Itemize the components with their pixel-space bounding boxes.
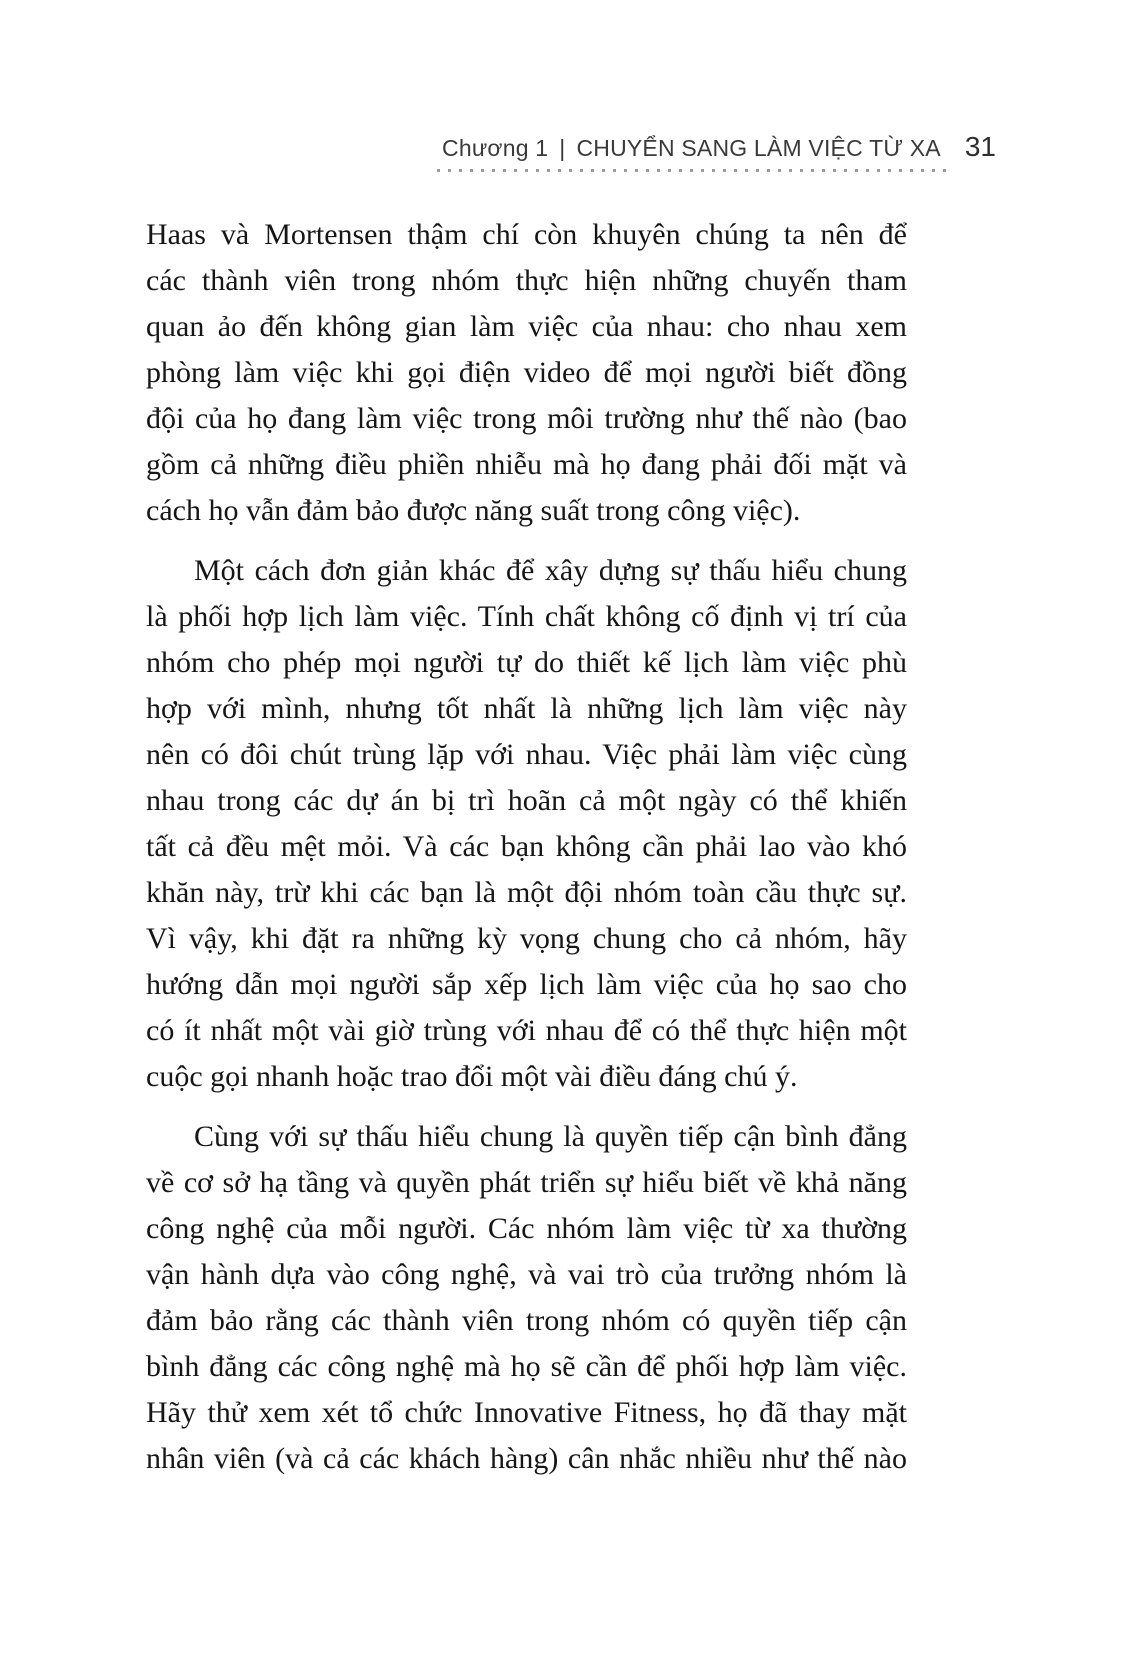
text-line: Haas và Mortensen thậm chí còn khuyên chúng ta nên để — [146, 218, 907, 251]
body-text-block — [146, 212, 907, 1482]
text-line: các thành viên trong nhóm thực hiện những chuyến tham — [146, 264, 907, 297]
text-line: Vì vậy, khi đặt ra những kỳ vọng chung cho cả nhóm, hãy — [146, 922, 907, 955]
text-line: cách họ vẫn đảm bảo được năng suất trong công việc). — [146, 494, 801, 527]
text-line: Một cách đơn giản khác để xây dựng sự thấu hiểu chung — [194, 554, 907, 587]
text-line: có ít nhất một vài giờ trùng với nhau để có thể thực hiện một — [146, 1014, 907, 1047]
text-line: hợp với mình, nhưng tốt nhất là những lịch làm việc này — [146, 692, 907, 725]
text-line: nhóm cho phép mọi người tự do thiết kế lịch làm việc phù — [146, 646, 907, 679]
text-line: nhau trong các dự án bị trì hoãn cả một ngày có thể khiến — [146, 784, 907, 817]
text-line: hướng dẫn mọi người sắp xếp lịch làm việc của họ sao cho — [146, 968, 907, 1001]
paragraph-1 — [146, 212, 907, 534]
text-line: Hãy thử xem xét tổ chức Innovative Fitness, họ đã thay mặt — [146, 1396, 907, 1429]
text-line: phòng làm việc khi gọi điện video để mọi người biết đồng — [146, 356, 907, 389]
text-line: tất cả đều mệt mỏi. Và các bạn không cần phải lao vào khó — [146, 830, 907, 863]
running-header — [442, 131, 996, 172]
text-line: đội của họ đang làm việc trong môi trường như thế nào (bao — [146, 402, 907, 435]
text-line: là phối hợp lịch làm việc. Tính chất không cố định vị trí của — [146, 600, 907, 633]
text-line: về cơ sở hạ tầng và quyền phát triển sự hiểu biết về khả năng — [146, 1166, 907, 1199]
paragraph-3 — [146, 1114, 907, 1482]
text-line: khăn này, trừ khi các bạn là một đội nhóm toàn cầu thực sự. — [146, 876, 907, 909]
chapter-title: CHUYỂN SANG LÀM VIỆC TỪ XA — [576, 135, 941, 161]
chapter-reference — [442, 133, 941, 172]
text-line: đảm bảo rằng các thành viên trong nhóm có quyền tiếp cận — [146, 1304, 907, 1337]
text-line: công nghệ của mỗi người. Các nhóm làm việc từ xa thường — [146, 1212, 907, 1245]
text-line: gồm cả những điều phiền nhiễu mà họ đang phải đối mặt và — [146, 448, 907, 481]
chapter-separator: | — [559, 135, 566, 161]
text-line: nhân viên (và cả các khách hàng) cân nhắc nhiều như thế nào — [146, 1442, 907, 1475]
text-line: vận hành dựa vào công nghệ, và vai trò của trưởng nhóm là — [146, 1258, 907, 1291]
paragraph-2 — [146, 548, 907, 1100]
text-line: quan ảo đến không gian làm việc của nhau: cho nhau xem — [146, 310, 907, 343]
chapter-label: Chương 1 — [442, 135, 549, 161]
text-line: Cùng với sự thấu hiểu chung là quyền tiếp cận bình đẳng — [194, 1120, 907, 1153]
text-line: bình đẳng các công nghệ mà họ sẽ cần để phối hợp làm việc. — [146, 1350, 907, 1383]
dotted-underline — [437, 169, 946, 172]
text-line: nên có đôi chút trùng lặp với nhau. Việc phải làm việc cùng — [146, 738, 907, 771]
text-line: cuộc gọi nhanh hoặc trao đổi một vài điều đáng chú ý. — [146, 1060, 798, 1093]
page-number: 31 — [964, 131, 996, 162]
